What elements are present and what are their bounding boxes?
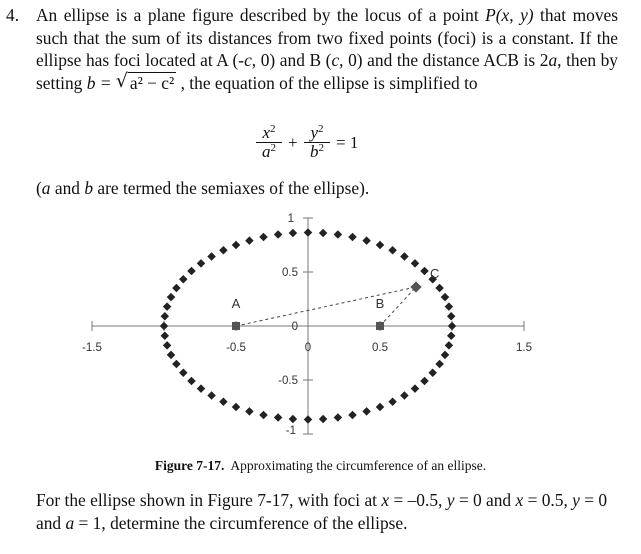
ellipse-point — [161, 332, 169, 340]
problem-number: 4. — [6, 5, 20, 25]
label-c: C — [430, 266, 440, 281]
ellipse-point — [445, 341, 453, 349]
ellipse-point — [245, 236, 253, 244]
ellipse-point — [304, 415, 312, 423]
label-b: B — [375, 296, 385, 311]
ellipse-point — [400, 391, 408, 399]
ellipse-point — [207, 252, 215, 260]
x-tick-label: -0.5 — [226, 342, 246, 354]
y-tick-label: -0.5 — [278, 375, 298, 387]
ellipse-point — [245, 407, 253, 415]
line-a-to-c — [236, 287, 416, 326]
ellipse-point — [232, 241, 240, 249]
ellipse-point — [388, 397, 396, 405]
fraction-x: $\frac{x^2}{a^2}$ — [256, 124, 282, 161]
y-tick-label: 0.5 — [282, 267, 298, 279]
ellipse-point — [163, 302, 171, 310]
ellipse-point — [172, 284, 180, 292]
ellipse-point — [259, 233, 267, 241]
ellipse-point — [289, 229, 297, 237]
ellipse-point — [161, 312, 169, 320]
ellipse-point — [172, 360, 180, 368]
ellipse-point — [400, 252, 408, 260]
ellipse-point — [348, 411, 356, 419]
ellipse-point — [207, 391, 215, 399]
x-tick-label: 1.5 — [516, 342, 532, 354]
ellipse-point — [197, 384, 205, 392]
ellipse-point — [187, 377, 195, 385]
ellipse-point — [219, 397, 227, 405]
ellipse-point — [447, 312, 455, 320]
semiaxes-note: (a and b are termed the semiaxes of the ellipse). — [36, 178, 370, 198]
ellipse-point — [428, 369, 436, 377]
label-a: A — [231, 296, 241, 311]
ellipse-point — [197, 259, 205, 267]
y-tick-label: 0 — [291, 321, 298, 333]
focus-b-marker — [376, 322, 384, 330]
ellipse-point — [411, 384, 419, 392]
sqrt-argument: a² − c² — [129, 72, 175, 93]
sqrt-expression: √ a² − c² — [115, 69, 175, 93]
ellipse-point — [219, 246, 227, 254]
point-c-marker — [410, 281, 421, 292]
question-text: For the ellipse shown in Figure 7-17, with foci at x = –0.5, y = 0 and x = 0.5, y = 0 and a = 1, determine the circumference of the ellipse. — [36, 490, 608, 533]
problem-text: An ellipse is a plane figure described by the locus of a point P(x, y) that moves such that the sum of its distances from two fixed points (foci) is a constant. If the ellipse has foci located at A (-c, 0) and B (c, 0) and the distance ACB is 2a, then by setting b = √ a² − c² , the equation of the ellipse is simplified to — [36, 5, 619, 93]
x-tick-label: -1.5 — [82, 342, 102, 354]
ellipse-point — [448, 322, 456, 330]
ellipse-point — [274, 413, 282, 421]
ellipse-point — [160, 322, 168, 330]
figure-caption: Figure 7-17. Approximating the circumference of an ellipse. — [154, 458, 487, 473]
ellipse-point — [376, 241, 384, 249]
ellipse-point — [388, 246, 396, 254]
line-b-to-c — [380, 287, 416, 326]
ellipse-point — [420, 267, 428, 275]
ellipse-point — [348, 233, 356, 241]
ellipse-point — [167, 351, 175, 359]
ellipse-point — [441, 351, 449, 359]
ellipse-point — [334, 413, 342, 421]
ellipse-point — [289, 415, 297, 423]
ellipse-point — [163, 341, 171, 349]
ellipse-point — [259, 411, 267, 419]
ellipse-point — [232, 403, 240, 411]
ellipse-point — [447, 332, 455, 340]
y-tick-label: -1 — [285, 425, 296, 437]
ellipse-point — [179, 369, 187, 377]
ellipse-figure — [0, 205, 641, 455]
problem-paragraph — [0, 4, 618, 94]
x-tick-label: 0.5 — [372, 342, 388, 354]
ellipse-point — [179, 275, 187, 283]
ellipse-point — [435, 284, 443, 292]
y-tick-label: 1 — [287, 213, 294, 225]
focus-a-marker — [232, 322, 240, 330]
ellipse-point — [411, 259, 419, 267]
equation-rhs: = 1 — [336, 133, 359, 152]
ellipse-equation — [256, 124, 376, 172]
ellipse-point — [319, 415, 327, 423]
ellipse-point — [334, 230, 342, 238]
ellipse-point — [376, 403, 384, 411]
fraction-y: $\frac{y^2}{b^2}$ — [304, 124, 330, 161]
b-equals: b = — [86, 72, 112, 93]
ellipse-point — [167, 293, 175, 301]
ellipse-point — [445, 302, 453, 310]
ellipse-point — [435, 360, 443, 368]
ellipse-point — [304, 228, 312, 236]
ellipse-point — [187, 267, 195, 275]
x-tick-label: 0 — [304, 342, 312, 354]
ellipse-point — [274, 230, 282, 238]
ellipse-point — [362, 236, 370, 244]
ellipse-point — [441, 293, 449, 301]
plus-sign: + — [288, 133, 298, 152]
ellipse-point — [362, 407, 370, 415]
ellipse-point — [319, 229, 327, 237]
ellipse-point — [420, 377, 428, 385]
axes — [92, 218, 524, 434]
